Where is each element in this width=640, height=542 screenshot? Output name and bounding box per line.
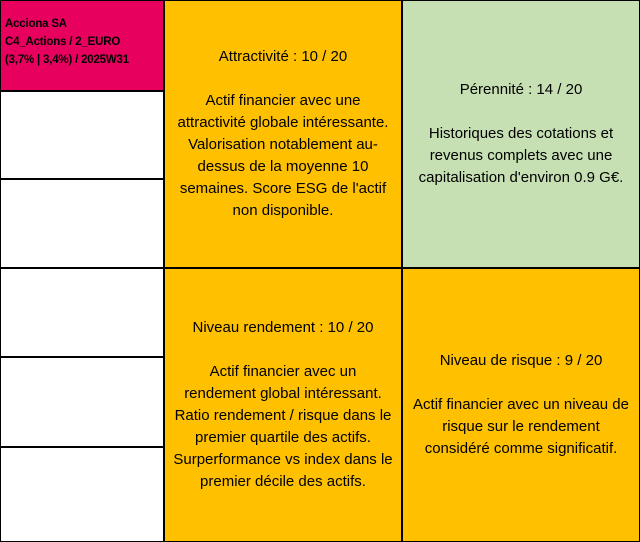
empty-cell <box>1 92 165 180</box>
attractivite-title: Attractivité : 10 / 20 <box>218 48 348 65</box>
risque-description: Actif financier avec un niveau de risque sur le rendement considéré comme significatif. <box>413 396 629 457</box>
asset-header <box>1 1 165 92</box>
rendement-title: Niveau rendement : 10 / 20 <box>192 319 374 336</box>
attractivite-card <box>165 1 403 269</box>
perennite-description: Historiques des cotations et revenus complets avec une capitalisation d'environ 0.9 G€. <box>418 125 624 186</box>
rendement-description: Actif financier avec un rendement global intéressant. Ratio rendement / risque dans le premier quartile des actifs. Surperformance vs index dans le premier décile des actifs. <box>173 363 393 490</box>
perennite-title: Pérennité : 14 / 20 <box>459 81 583 98</box>
empty-cell <box>1 448 165 541</box>
asset-stats: (3,7% | 3,4%) / 2025W31 <box>5 54 129 66</box>
empty-cell <box>1 358 165 448</box>
empty-cell <box>1 269 165 358</box>
asset-category: C4_Actions / 2_EURO <box>5 36 121 48</box>
empty-cell <box>1 180 165 269</box>
asset-name: Acciona SA <box>5 18 67 30</box>
attractivite-description: Actif financier avec une attractivité globale intéressante. Valorisation notablement au- dessus de la moyenne 10 semaines. Score ESG de l'actif non disponible. <box>177 92 389 219</box>
risque-title: Niveau de risque : 9 / 20 <box>439 352 603 369</box>
perennite-card <box>403 1 639 269</box>
risque-card <box>403 269 639 541</box>
rendement-card <box>165 269 403 541</box>
